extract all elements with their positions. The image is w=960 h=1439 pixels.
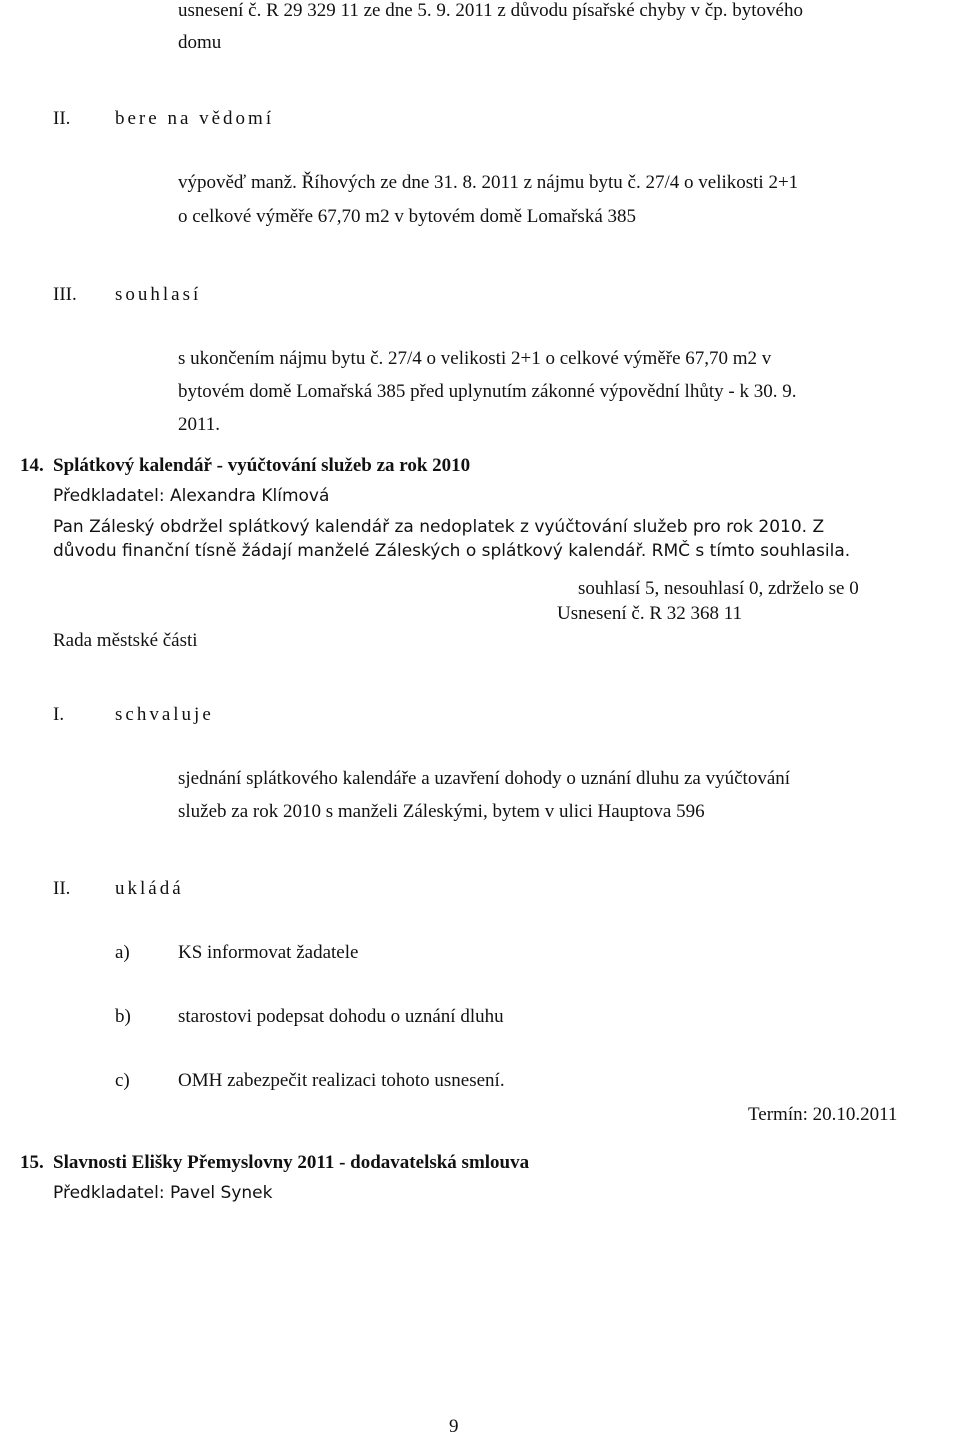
vote-result: souhlasí 5, nesouhlasí 0, zdrželo se 0 (578, 578, 859, 599)
task-text: OMH zabezpečit realizaci tohoto usnesení. (178, 1070, 505, 1091)
item-title: Splátkový kalendář - vyúčtování služeb za rok 2010 (53, 455, 471, 476)
task-text: starostovi podepsat dohodu o uznání dluhu (178, 1006, 504, 1027)
text-line: 2011. (178, 414, 221, 435)
text-line: o celkové výměře 67,70 m2 v bytovém domě Lomařská 385 (178, 206, 637, 227)
deadline: Termín: 20.10.2011 (748, 1104, 898, 1125)
presenter: Předkladatel: Pavel Synek (53, 1183, 273, 1203)
council-label: Rada městské části (53, 630, 198, 651)
text-line: sjednání splátkového kalendáře a uzavření dohody o uznání dluhu za vyúčtování (178, 768, 791, 789)
presenter: Předkladatel: Alexandra Klímová (53, 486, 330, 506)
section-number: I. (53, 704, 65, 725)
item-number: 14. (20, 455, 44, 476)
item-number: 15. (20, 1152, 44, 1173)
item-title: Slavnosti Elišky Přemyslovny 2011 - dodavatelská smlouva (53, 1152, 530, 1173)
task-letter: a) (115, 942, 130, 963)
section-verb: schvaluje (115, 704, 214, 725)
section-number: II. (53, 878, 71, 899)
text-line: s ukončením nájmu bytu č. 27/4 o velikosti 2+1 o celkové výměře 67,70 m2 v (178, 348, 772, 369)
section-verb: ukládá (115, 878, 184, 899)
section-verb: souhlasí (115, 284, 202, 305)
text-line: služeb za rok 2010 s manželi Záleskými, bytem v ulici Hauptova 596 (178, 801, 705, 822)
text-line: výpověď manž. Říhových ze dne 31. 8. 2011 z nájmu bytu č. 27/4 o velikosti 2+1 (178, 172, 799, 193)
description-line: důvodu finanční tísně žádají manželé Záleských o splátkový kalendář. RMČ s tímto souhlasila. (53, 541, 851, 561)
text-line: bytovém domě Lomařská 385 před uplynutím zákonné výpovědní lhůty - k 30. 9. (178, 381, 797, 402)
text-line: domu (178, 32, 222, 53)
section-number: III. (53, 284, 77, 305)
task-text: KS informovat žadatele (178, 942, 359, 963)
page-number: 9 (449, 1416, 459, 1437)
resolution-number: Usnesení č. R 32 368 11 (557, 603, 743, 624)
description-line: Pan Záleský obdržel splátkový kalendář za nedoplatek z vyúčtování služeb pro rok 2010. Z (53, 517, 825, 537)
task-letter: b) (115, 1006, 131, 1027)
section-number: II. (53, 108, 71, 129)
task-letter: c) (115, 1070, 130, 1091)
text-line: usnesení č. R 29 329 11 ze dne 5. 9. 2011 z důvodu písařské chyby v čp. bytového (178, 0, 803, 21)
section-verb: bere na vědomí (115, 108, 275, 129)
